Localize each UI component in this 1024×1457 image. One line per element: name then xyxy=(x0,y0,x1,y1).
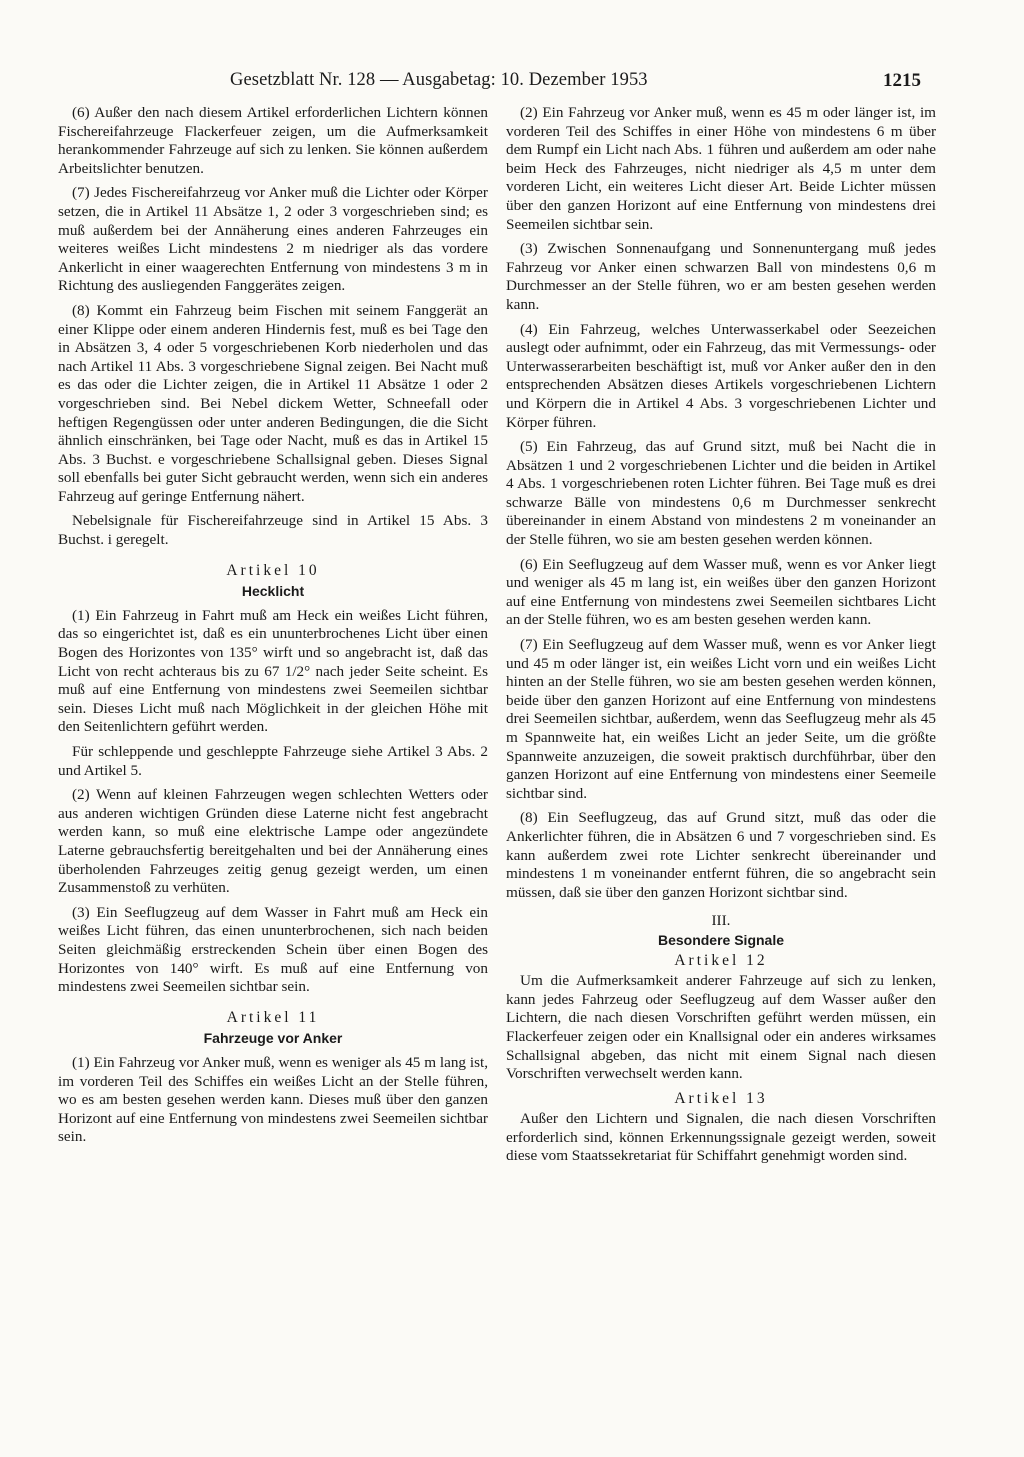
article-heading: Artikel 10 xyxy=(226,561,320,579)
paragraph: (8) Ein Seeflugzeug, das auf Grund sitzt, muß das oder die Ankerlichter führen, die in Absätzen 6 und 7 vorgeschrieben sind. Es kann außerdem zwei rote Lichter senkrecht übereinander und mindestens 1 m voneinander entfernt führen, die so angebracht sein müssen, daß sie über den ganzen Horizont sichtbar sind. xyxy=(506,809,936,901)
paragraph: Außer den Lichtern und Signalen, die nach diesen Vorschriften erforderlich sind, können Erkennungssignale gezeigt werden, soweit diese vom Staatssekretariat für Schiffahrt genehmigt worden sind. xyxy=(506,1110,936,1165)
paragraph: (6) Ein Seeflugzeug auf dem Wasser muß, wenn es vor Anker liegt und weniger als 45 m lang ist, ein weißes über den ganzen Horizont auf eine Entfernung von mindestens zwei Seemeilen sichtbares Licht an der Stelle führen, wo es am besten gesehen werden kann. xyxy=(506,555,936,629)
article-title: Hecklicht xyxy=(241,583,305,600)
paragraph: (2) Wenn auf kleinen Fahrzeugen wegen schlechten Wetters oder aus anderen wichtigen Gründen diese Laterne nicht fest angebracht werden kann, so muß eine elektrische Lampe oder angezündete Laterne gebrauchsfertig bereitgehalten und bei der Annäherung eines überholenden Fahrzeuges zeitig genug gezeigt werden, um einen Zusammenstoß zu verhüten. xyxy=(58,786,488,897)
paragraph: (1) Ein Fahrzeug vor Anker muß, wenn es weniger als 45 m lang ist, im vorderen Teil des Schiffes ein weißes Licht an der Stelle führen, wo es am besten gesehen werden kann. Dieses muß über den ganzen Horizont auf eine Entfernung von mindestens zwei Seemeilen sichtbar sein. xyxy=(58,1053,488,1146)
paragraph: (2) Ein Fahrzeug vor Anker muß, wenn es 45 m oder länger ist, im vorderen Teil des Schiffes in einer Höhe von mindestens 6 m über dem Rumpf ein Licht nach Abs. 1 führen und außerdem am oder nahe beim Heck des Fahrzeuges, nicht niedriger als 4,5 m unter dem vorderen Licht, ein weiteres Licht dieser Art. Beide Lichter müssen über den ganzen Horizont auf eine Entfernung von mindestens drei Seemeilen sichtbar sein. xyxy=(506,104,936,233)
paragraph: (3) Ein Seeflugzeug auf dem Wasser in Fahrt muß am Heck ein weißes Licht führen, das einen ununterbrochenen, sich nach beiden Seiten gleichmäßig erstreckenden Schein über einen Bogen des Horizontes von 140° wirft. Es muß auf eine Entfernung von mindestens zwei Seemeilen sichtbar sein. xyxy=(58,903,488,996)
paragraph: Für schleppende und geschleppte Fahrzeuge siehe Artikel 3 Abs. 2 und Artikel 5. xyxy=(58,743,488,779)
article-heading: Artikel 13 xyxy=(674,1089,768,1107)
article-heading: Artikel 12 xyxy=(674,951,768,969)
page-header xyxy=(0,70,1024,100)
paragraph: (7) Jedes Fischereifahrzeug vor Anker muß die Lichter oder Körper setzen, die in Artikel 11 Absätze 1, 2 oder 3 vorgeschrieben sind; es muß außerdem bei der Annäherung eines anderen Fahrzeuges ein weiteres weißes Licht mindestens 2 m niedriger als das vordere Ankerlicht in einer waagerechten Entfernung von mindestens 3 m in Richtung des ausliegenden Fanggerätes zeigen. xyxy=(58,184,488,295)
paragraph: (4) Ein Fahrzeug, welches Unterwasserkabel oder Seezeichen auslegt oder aufnimmt, oder ein Fahrzeug, das mit Vermessungs- oder Unterwasserarbeiten beschäftigt ist, muß vor Anker außer den in den entsprechenden Absätzen dieses Artikels vorgeschriebenen Lichtern und Körpern die in Artikel 4 Abs. 3 vorgeschriebenen Lichter und Körper führen. xyxy=(506,320,936,431)
right-column xyxy=(506,104,936,1172)
paragraph: Nebelsignale für Fischereifahrzeuge sind in Artikel 15 Abs. 3 Buchst. i geregelt. xyxy=(58,512,488,549)
paragraph: (8) Kommt ein Fahrzeug beim Fischen mit seinem Fanggerät an einer Klippe oder einem anderen Hindernis fest, muß es bei Tage den in Absätzen 3, 4 oder 5 vorgeschriebenen Korb niederholen und das nach Artikel 11 Abs. 3 vorgeschriebene Signal zeigen. Bei Nacht muß es das oder die Lichter zeigen, die in Artikel 11 Absätze 1 oder 2 vorgeschrieben sind. Bei Nebel dickem Wetter, Schneefall oder heftigen Regengüssen oder unter anderen Bedingungen, die die Sicht ähnlich einschränken, bei Tage oder Nacht, muß es das in Artikel 15 Abs. 3 Buchst. e vorgeschriebene Schallsignal geben. Dieses Signal soll ebenfalls bei guter Sicht gebraucht werden, wenn sich ein anderes Fahrzeug auf geringe Entfernung nähert. xyxy=(58,301,488,505)
paragraph: (1) Ein Fahrzeug in Fahrt muß am Heck ein weißes Licht führen, das so eingerichtet ist, daß es ein ununterbrochenes Licht über einen Bogen des Horizontes von 135° wirft und so angebracht ist, daß das Licht von recht achteraus bis zu 67 1/2° nach jeder Seite scheint. Es muß auf eine Entfernung von mindestens zwei Seemeilen sichtbar sein. Dieses Licht muß nach Möglichkeit in der gleichen Höhe mit den Seitenlichtern geführt werden. xyxy=(58,606,488,736)
paragraph: (7) Ein Seeflugzeug auf dem Wasser muß, wenn es vor Anker liegt und 45 m oder länger ist, ein weißes Licht vorn und ein weißes Licht hinten an der Stelle führen, wo sie am besten gesehen werden können, beide über den ganzen Horizont auf eine Entfernung von mindestens drei Seemeilen sichtbar, außerdem, wenn das Seeflugzeug mehr als 45 m Spannweite hat, ein weißes Licht an jeder Seite, um die größte Spannweite anzuzeigen, die soweit praktisch durchführbar, über den ganzen Horizont auf eine Entfernung von mindestens einer Seemeile sichtbar sind. xyxy=(506,636,936,802)
article-title: Fahrzeuge vor Anker xyxy=(203,1030,343,1047)
gazette-header-title: Gesetzblatt Nr. 128 — Ausgabetag: 10. Dezember 1953 xyxy=(230,70,648,90)
page-number: 1215 xyxy=(883,70,921,91)
paragraph: Um die Aufmerksamkeit anderer Fahrzeuge auf sich zu lenken, kann jedes Fahrzeug oder Seeflugzeug auf dem Wasser außer den Lichtern, die nach diesen Vorschriften geführt werden müssen, ein Flackerfeuer zeigen oder ein Knallsignal oder ein anderes wirksames Schallsignal abgeben, das nicht mit einem Signal nach diesen Vorschriften verwechselt werden kann. xyxy=(506,972,936,1083)
paragraph: (5) Ein Fahrzeug, das auf Grund sitzt, muß bei Nacht die in Absätzen 1 und 2 vorgeschriebenen Lichter und die beiden in Artikel 4 Abs. 1 vorgeschriebenen roten Lichter führen. Bei Tage muß es drei schwarze Bälle von mindestens 0,6 m Durchmesser senkrecht übereinander in einem Abstand von mindestens 2 m voneinander an der Stelle führen, wo sie am besten gesehen werden können. xyxy=(506,438,936,549)
article-heading: Artikel 11 xyxy=(226,1008,320,1026)
section-number: III. xyxy=(711,912,731,930)
paragraph: (6) Außer den nach diesem Artikel erforderlichen Lichtern können Fischereifahrzeuge Flackerfeuer zeigen, um die Aufmerksamkeit herankommender Fahrzeuge auf sich zu lenken. Sie können außerdem Arbeitslichter benutzen. xyxy=(58,104,488,177)
paragraph: (3) Zwischen Sonnenaufgang und Sonnenuntergang muß jedes Fahrzeug vor Anker einen schwarzen Ball von mindestens 0,6 m Durchmesser an der Stelle führen, wo er am besten gesehen werden kann. xyxy=(506,240,936,313)
section-title: Besondere Signale xyxy=(657,931,785,948)
left-column xyxy=(58,104,488,1153)
